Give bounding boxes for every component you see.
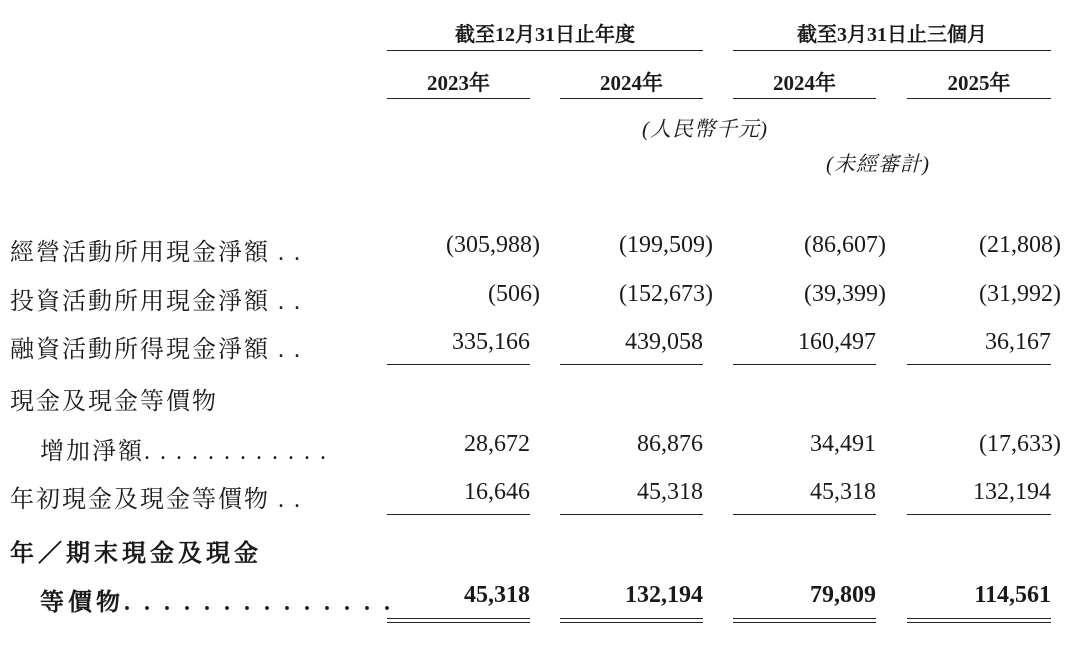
subtotal-rule — [560, 364, 703, 365]
total-double-rule — [560, 618, 703, 623]
cell: 34,491 — [810, 431, 876, 457]
total-double-rule — [733, 618, 876, 623]
header-year-col2: 2024年 — [600, 71, 663, 95]
row-label-ending-cash: 年／期末現金及現金 — [10, 541, 262, 567]
cell: 132,194 — [973, 479, 1051, 505]
header-year-col2-rule — [560, 98, 703, 99]
header-group-three-months: 截至3月31日止三個月 — [797, 24, 987, 46]
subtotal-rule — [907, 364, 1051, 365]
cell: 335,166 — [452, 329, 530, 355]
row-label-net-increase: 增加淨額. . . . . . . . . . . . — [40, 439, 328, 465]
cell-total: 132,194 — [625, 582, 703, 608]
header-group1-rule — [387, 50, 703, 51]
header-year-col1: 2023年 — [427, 71, 490, 95]
cell: (152,673) — [619, 281, 713, 307]
row-label-investing: 投資活動所用現金淨額 . . — [10, 289, 302, 315]
header-year-col4-rule — [907, 98, 1051, 99]
header-group2-rule — [733, 50, 1051, 51]
cell: (21,808) — [979, 232, 1061, 258]
row-label-financing: 融資活動所得現金淨額 . . — [10, 337, 302, 363]
cell: 160,497 — [798, 329, 876, 355]
row-label-cash-equivalents: 現金及現金等價物 — [10, 389, 218, 415]
subtotal-rule — [387, 364, 530, 365]
subtotal-rule — [907, 514, 1051, 515]
row-label-beginning-cash: 年初現金及現金等價物 . . — [10, 487, 302, 513]
cell-total: 45,318 — [464, 582, 530, 608]
cell: 439,058 — [625, 329, 703, 355]
cell-total: 79,809 — [810, 582, 876, 608]
cell: 28,672 — [464, 431, 530, 457]
total-double-rule — [387, 618, 530, 623]
cell: 16,646 — [464, 479, 530, 505]
header-year-col3-rule — [733, 98, 876, 99]
cell: 86,876 — [637, 431, 703, 457]
cell: 36,167 — [985, 329, 1051, 355]
header-year-col4: 2025年 — [947, 71, 1011, 95]
unit-label: (人民幣千元) — [642, 117, 768, 141]
cell: (86,607) — [804, 232, 886, 258]
header-group-year-ended: 截至12月31日止年度 — [455, 24, 635, 46]
cell: (199,509) — [619, 232, 713, 258]
subtotal-rule — [387, 514, 530, 515]
cell: 45,318 — [810, 479, 876, 505]
subtotal-rule — [733, 364, 876, 365]
subtotal-rule — [733, 514, 876, 515]
subtotal-rule — [560, 514, 703, 515]
cell-total: 114,561 — [974, 582, 1051, 608]
row-label-ending-cash-cont: 等價物. . . . . . . . . . . . . . — [40, 590, 394, 616]
cell: 45,318 — [637, 479, 703, 505]
header-year-col1-rule — [387, 98, 530, 99]
unaudited-label: (未經審計) — [826, 152, 930, 176]
cell: (17,633) — [979, 431, 1061, 457]
cell: (305,988) — [446, 232, 540, 258]
total-double-rule — [907, 618, 1051, 623]
header-year-col3: 2024年 — [773, 71, 836, 95]
cell: (39,399) — [804, 281, 886, 307]
cell: (506) — [488, 281, 540, 307]
row-label-operating: 經營活動所用現金淨額 . . — [10, 240, 302, 266]
cell: (31,992) — [979, 281, 1061, 307]
